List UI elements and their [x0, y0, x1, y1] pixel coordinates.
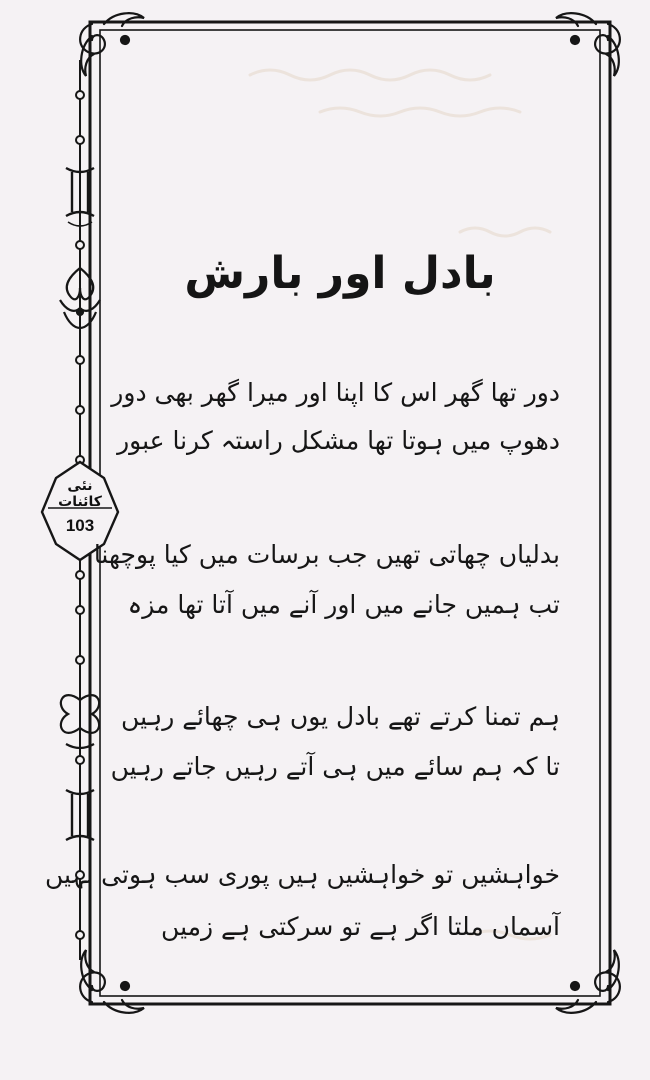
- verse-line: دور تھا گھر اس کا اپنا اور میرا گھر بھی دور: [111, 378, 560, 407]
- verse-line: خواہشیں تو خواہشیں ہیں پوری سب ہوتی نہیں: [45, 860, 560, 889]
- verse-line: تا کہ ہم سائے میں ہی آتے رہیں جاتے رہیں: [110, 752, 560, 781]
- verse-line: ہم تمنا کرتے تھے بادل یوں ہی چھائے رہیں: [121, 702, 560, 731]
- poem-title: بادل اور بارش: [184, 248, 496, 299]
- series-name-label: نئی کائنات: [58, 478, 102, 510]
- verse-line: دھوپ میں ہوتا تھا مشکل راستہ کرنا عبور: [117, 426, 560, 455]
- verse-line: تب ہمیں جانے میں اور آنے میں آتا تھا مزہ: [127, 590, 560, 619]
- verse-line: آسماں ملتا اگر ہے تو سرکتی ہے زمیں: [161, 912, 560, 941]
- page-number: 103: [65, 516, 95, 535]
- verse-line: بدلیاں چھاتی تھیں جب برسات میں کیا پوچھنا: [93, 540, 560, 569]
